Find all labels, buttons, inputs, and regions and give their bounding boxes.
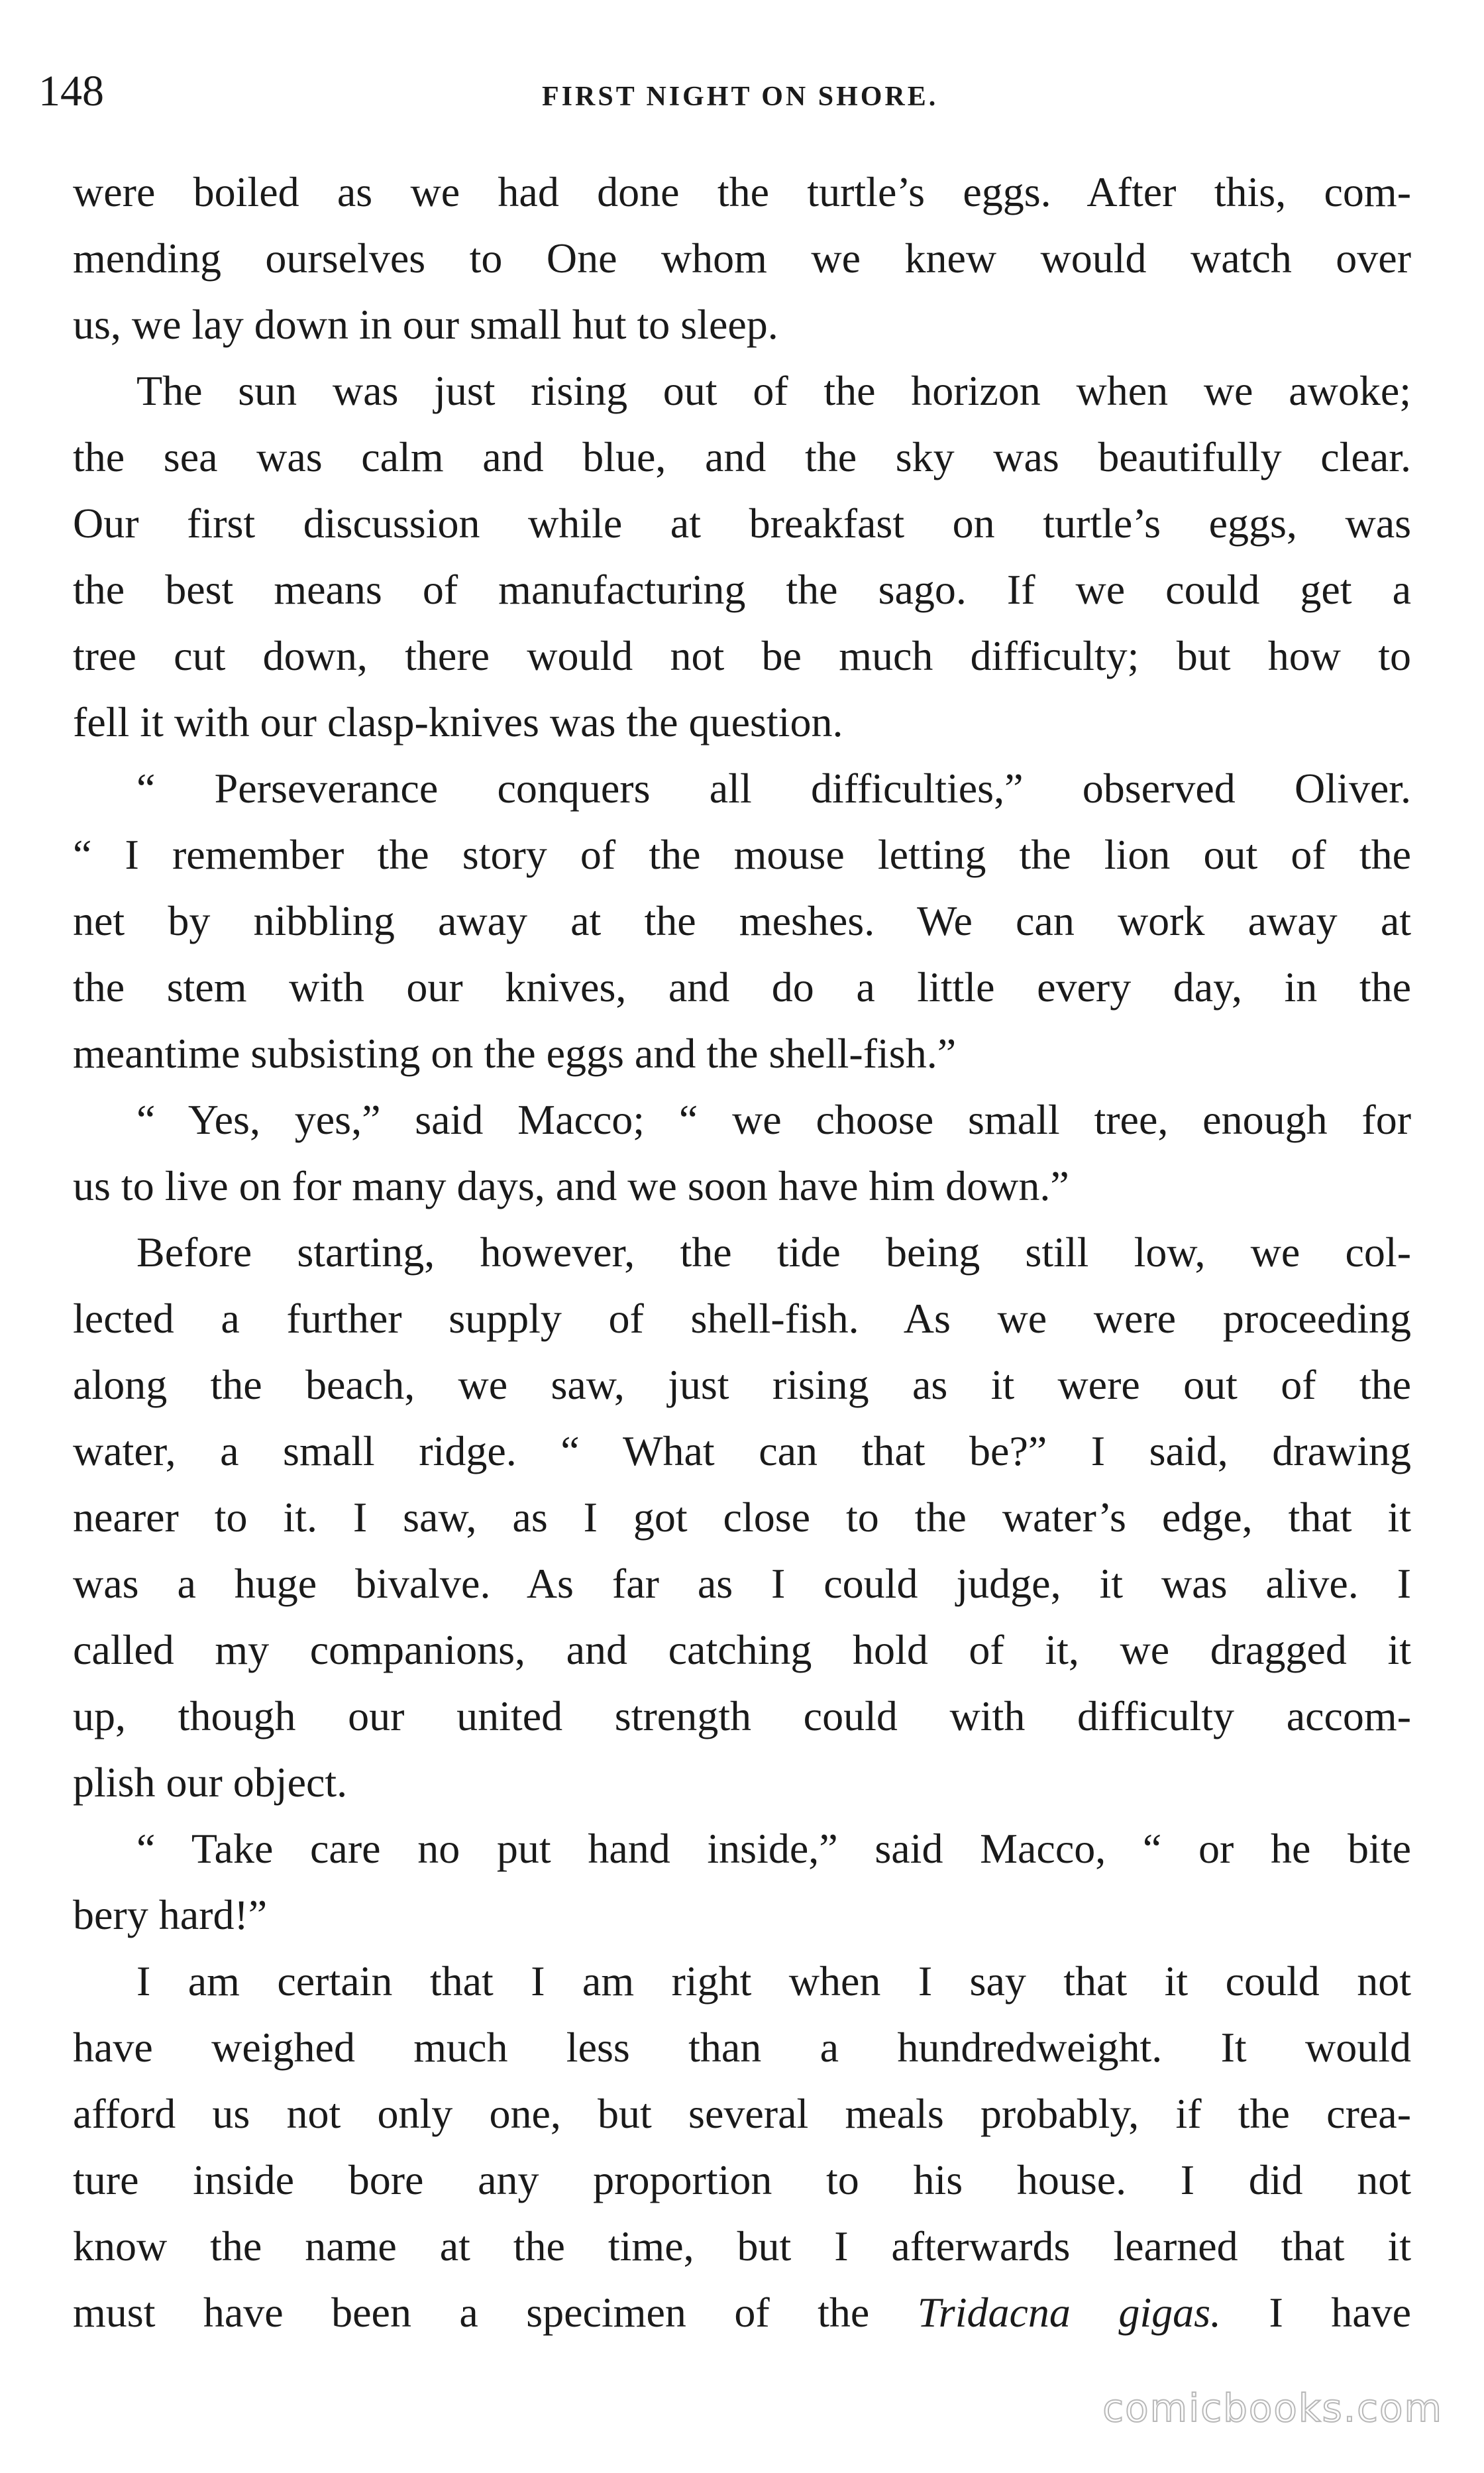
text-line: know the name at the time, but I afterwards learned that it xyxy=(73,2223,1411,2270)
watermark: comicbooks.com xyxy=(1102,2386,1443,2431)
text-line: us, we lay down in our small hut to sleep. xyxy=(73,301,778,348)
text-line: up, though our united strength could with difficulty accom- xyxy=(73,1692,1411,1739)
text-line: I am certain that I am right when I say that it could not xyxy=(136,1957,1411,2005)
text-line: was a huge bivalve. As far as I could judge, it was alive. I xyxy=(73,1560,1411,1607)
text-line: fell it with our clasp-knives was the question. xyxy=(73,698,843,745)
text-line: “ Yes, yes,” said Macco; “ we choose small tree, enough for xyxy=(136,1096,1411,1143)
text-line: along the beach, we saw, just rising as it were out of the xyxy=(73,1361,1411,1408)
text-segment: I have xyxy=(1221,2289,1412,2336)
text-line: water, a small ridge. “ What can that be?” I said, drawing xyxy=(73,1427,1411,1474)
text-line: mending ourselves to One whom we knew would watch over xyxy=(73,235,1411,282)
text-line: “ Perseverance conquers all difficulties,” observed Oliver. xyxy=(136,765,1411,812)
text-line: lected a further supply of shell-fish. As we were proceeding xyxy=(73,1295,1411,1342)
text-line: nearer to it. I saw, as I got close to the water’s edge, that it xyxy=(73,1494,1411,1541)
text-line: us to live on for many days, and we soon have him down.” xyxy=(73,1162,1069,1209)
text-line: “ I remember the story of the mouse letting the lion out of the xyxy=(73,831,1411,878)
running-head: FIRST NIGHT ON SHORE. xyxy=(542,82,939,112)
text-line-final xyxy=(73,2280,1411,2346)
text-line: bery hard!” xyxy=(73,1891,268,1938)
text-line: called my companions, and catching hold of it, we dragged it xyxy=(73,1626,1411,1673)
text-line: the stem with our knives, and do a little every day, in the xyxy=(73,963,1411,1011)
text-line: The sun was just rising out of the horizon when we awoke; xyxy=(136,367,1411,414)
body-text xyxy=(73,159,1411,2346)
page-number: 148 xyxy=(38,67,104,115)
text-line: Our first discussion while at breakfast on turtle’s eggs, was xyxy=(73,500,1411,547)
text-line: Before starting, however, the tide being still low, we col- xyxy=(136,1229,1411,1276)
text-line: afford us not only one, but several meals probably, if the crea- xyxy=(73,2090,1411,2137)
text-line: meantime subsisting on the eggs and the shell-fish.” xyxy=(73,1030,957,1077)
text-line: the best means of manufacturing the sago. If we could get a xyxy=(73,566,1411,613)
text-line: were boiled as we had done the turtle’s eggs. After this, com- xyxy=(73,168,1411,215)
text-line: “ Take care no put hand inside,” said Macco, “ or he bite xyxy=(136,1825,1411,1872)
text-line: plish our object. xyxy=(73,1759,348,1806)
text-segment: must have been a specimen of the xyxy=(73,2289,918,2336)
text-line: net by nibbling away at the meshes. We can work away at xyxy=(73,897,1411,944)
text-line: ture inside bore any proportion to his house. I did not xyxy=(73,2156,1411,2203)
page-header xyxy=(38,58,1404,125)
text-line: tree cut down, there would not be much difficulty; but how to xyxy=(73,632,1411,679)
text-line: the sea was calm and blue, and the sky was beautifully clear. xyxy=(73,433,1411,480)
italic-species-name: Tridacna gigas. xyxy=(917,2289,1222,2336)
text-line: have weighed much less than a hundredweight. It would xyxy=(73,2024,1411,2071)
